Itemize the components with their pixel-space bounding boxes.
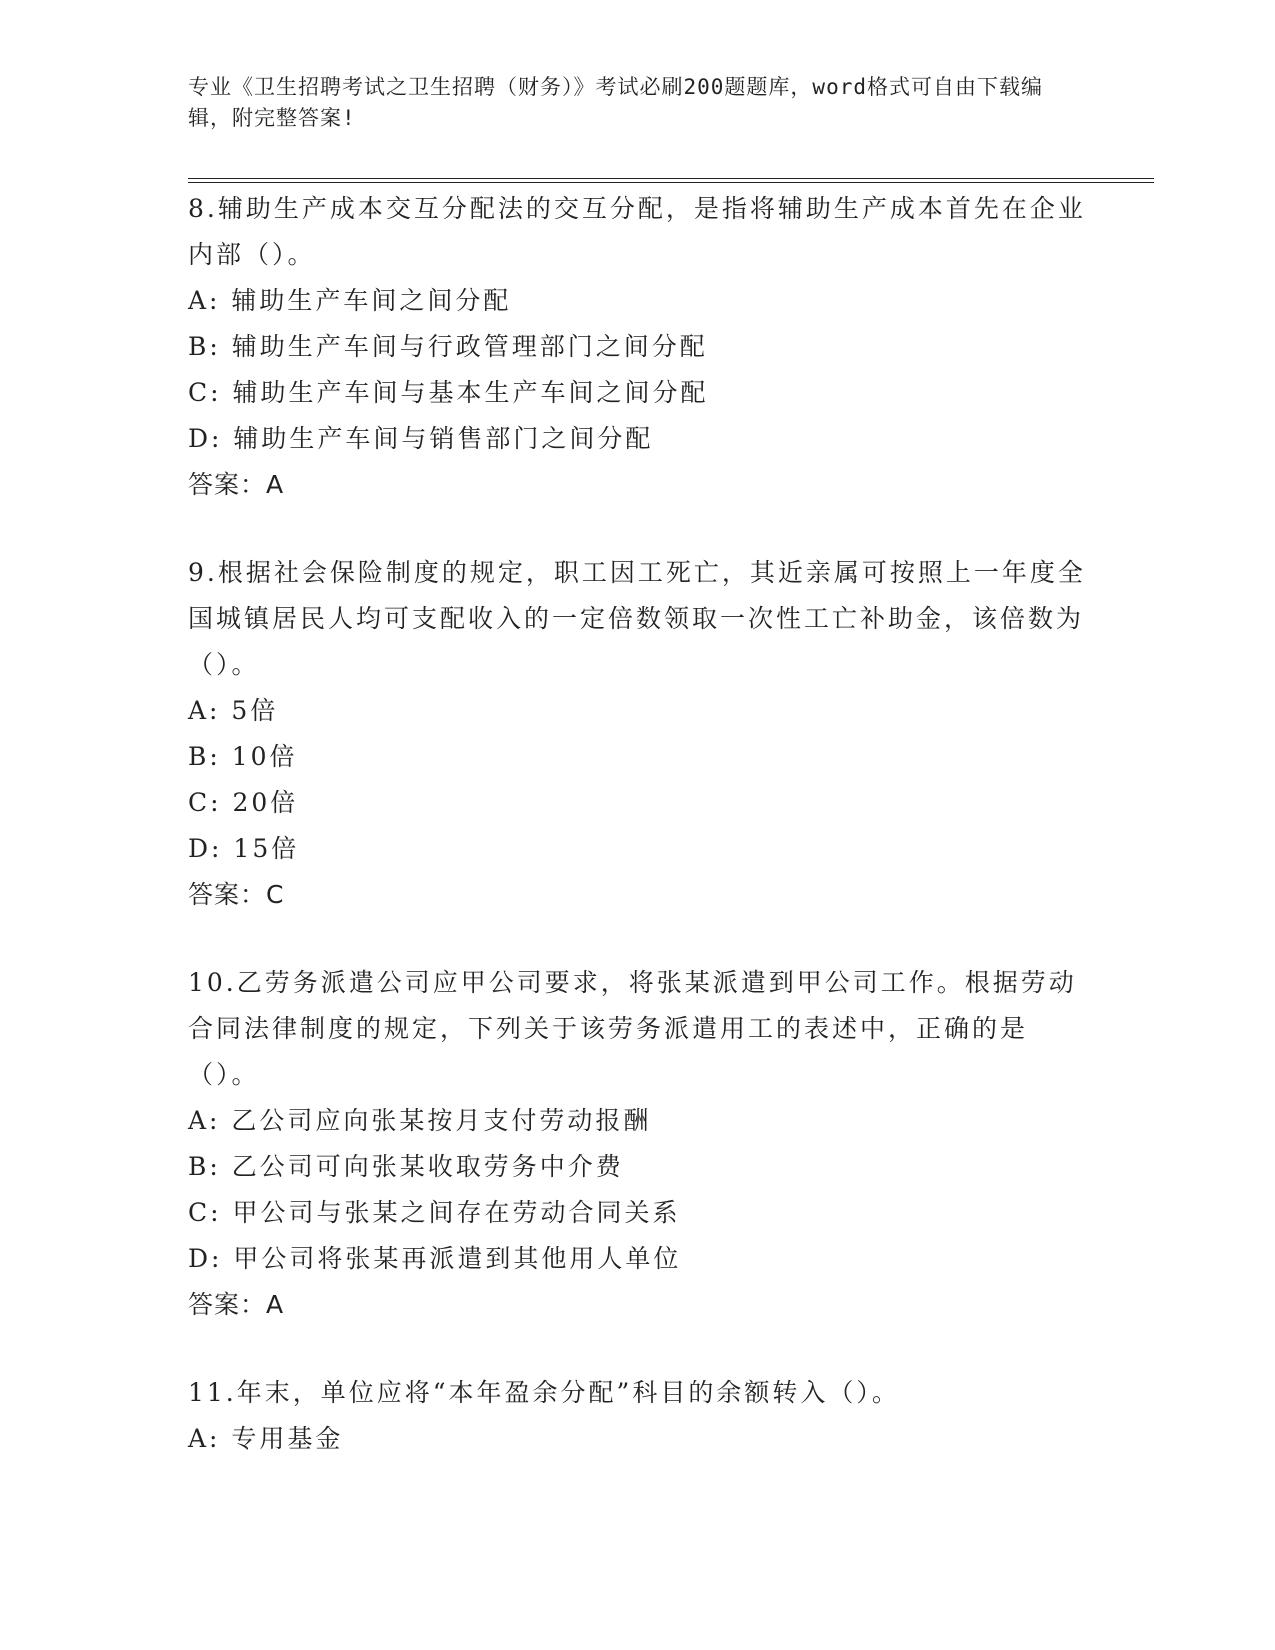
option-c: C: 20倍 xyxy=(188,788,299,817)
question-10 xyxy=(188,960,1088,1328)
answer-text: 答案：A xyxy=(188,470,285,499)
header-text: 专业《卫生招聘考试之卫生招聘（财务）》考试必刷200题题库，word格式可自由下载编辑，附完整答案! xyxy=(188,75,1043,130)
option-d: D: 15倍 xyxy=(188,834,300,863)
option-a: A: 辅助生产车间之间分配 xyxy=(188,286,512,315)
question-text: 11.年末，单位应将“本年盈余分配”科目的余额转入（）。 xyxy=(188,1378,900,1407)
header-divider-bottom xyxy=(188,182,1154,183)
question-spacer xyxy=(188,1328,1088,1370)
option-a: A: 乙公司应向张某按月支付劳动报酬 xyxy=(188,1106,652,1135)
question-text: 8.辅助生产成本交互分配法的交互分配，是指将辅助生产成本首先在企业内部（）。 xyxy=(188,194,1086,269)
question-11 xyxy=(188,1370,1088,1462)
question-spacer xyxy=(188,918,1088,960)
question-spacer xyxy=(188,508,1088,550)
question-text: 9.根据社会保险制度的规定，职工因工死亡，其近亲属可按照上一年度全国城镇居民人均可支配收入的一定倍数领取一次性工亡补助金，该倍数为（）。 xyxy=(188,558,1086,679)
question-text: 10.乙劳务派遣公司应甲公司要求，将张某派遣到甲公司工作。根据劳动合同法律制度的规定，下列关于该劳务派遣用工的表述中，正确的是（）。 xyxy=(188,968,1077,1089)
answer-text: 答案：A xyxy=(188,1290,285,1319)
question-9 xyxy=(188,550,1088,918)
question-list xyxy=(188,186,1088,1462)
option-b: B: 辅助生产车间与行政管理部门之间分配 xyxy=(188,332,708,361)
option-a: A: 专用基金 xyxy=(188,1424,344,1453)
option-b: B: 10倍 xyxy=(188,742,298,771)
answer-text: 答案：C xyxy=(188,880,285,909)
question-8 xyxy=(188,186,1088,508)
document-header xyxy=(188,72,1068,134)
option-a: A: 5倍 xyxy=(188,696,279,725)
header-divider-top xyxy=(188,178,1154,179)
option-c: C: 甲公司与张某之间存在劳动合同关系 xyxy=(188,1198,681,1227)
option-d: D: 辅助生产车间与销售部门之间分配 xyxy=(188,424,654,453)
option-b: B: 乙公司可向张某收取劳务中介费 xyxy=(188,1152,624,1181)
option-d: D: 甲公司将张某再派遣到其他用人单位 xyxy=(188,1244,682,1273)
option-c: C: 辅助生产车间与基本生产车间之间分配 xyxy=(188,378,709,407)
